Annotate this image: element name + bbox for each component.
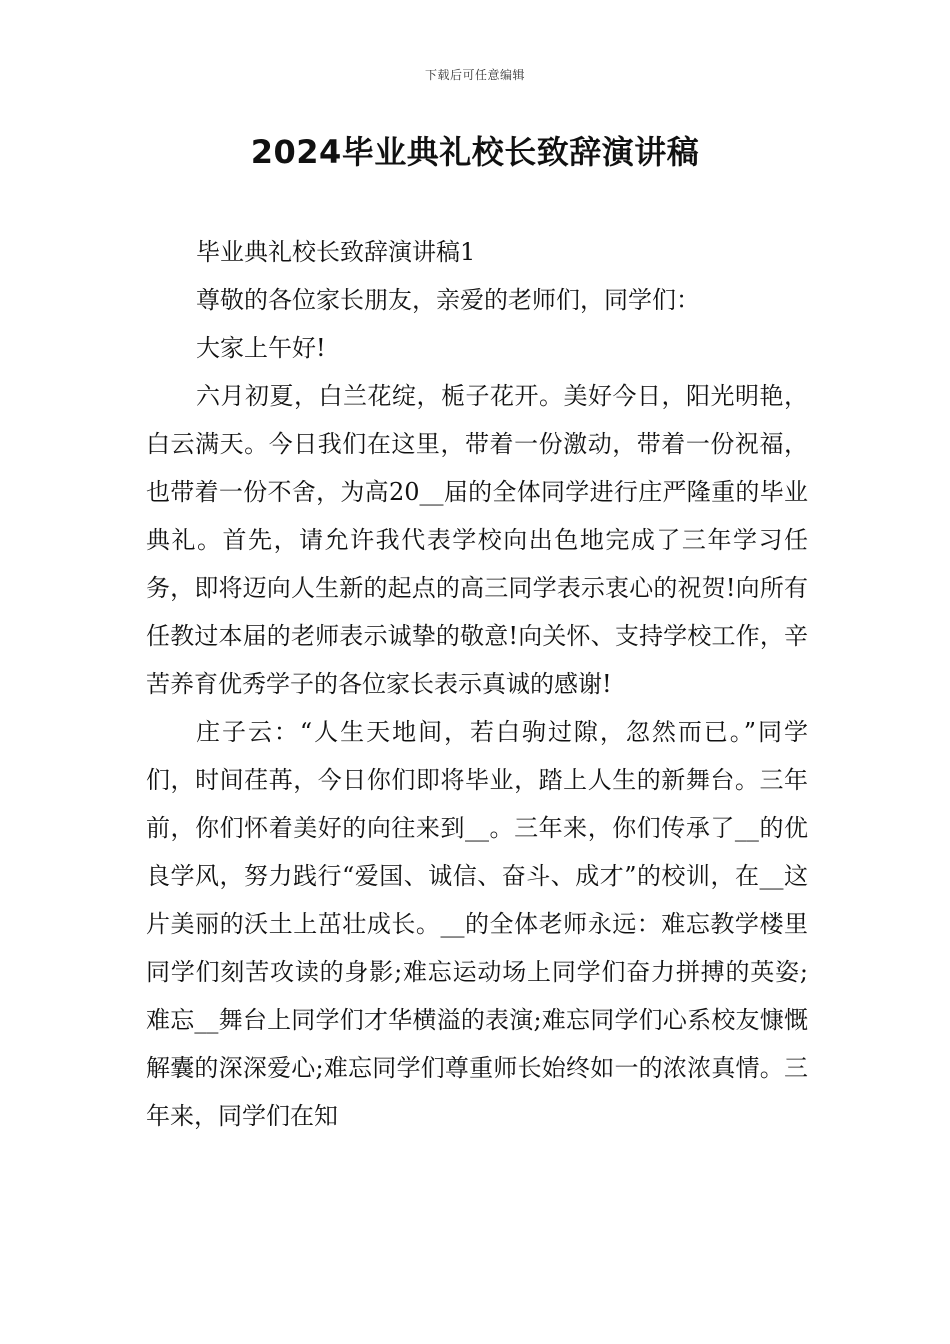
body-paragraph: 庄子云：“人生天地间，若白驹过隙，忽然而已。”同学们，时间荏苒，今日你们即将毕业，踏上人生的新舞台。三年前，你们怀着美好的向往来到__。三年来，你们传承了__的优良学风，努力践行“爱国、诚信、奋斗、成才”的校训，在__这片美丽的沃土上茁壮成长。__的全体老师永远：难忘教学楼里同学们刻苦攻读的身影;难忘运动场上同学们奋力拼搏的英姿;难忘__舞台上同学们才华横溢的表演;难忘同学们心系校友慷慨解囊的深深爱心;难忘同学们尊重师长始终如一的浓浓真情。三年来，同学们在知 <box>146 718 808 1130</box>
document-body <box>146 228 808 1140</box>
section-heading: 毕业典礼校长致辞演讲稿1 <box>196 238 476 266</box>
body-paragraph: 六月初夏，白兰花绽，栀子花开。美好今日，阳光明艳，白云满天。今日我们在这里，带着一份激动，带着一份祝福，也带着一份不舍，为高20__届的全体同学进行庄严隆重的毕业典礼。首先，请允许我代表学校向出色地完成了三年学习任务，即将迈向人生新的起点的高三同学表示衷心的祝贺!向所有任教过本届的老师表示诚挚的敬意!向关怀、支持学校工作，辛苦养育优秀学子的各位家长表示真诚的感谢! <box>146 382 808 698</box>
salutation: 尊敬的各位家长朋友，亲爱的老师们，同学们： <box>196 286 700 314</box>
header-note: 下载后可任意编辑 <box>424 68 525 82</box>
document-title: 2024毕业典礼校长致辞演讲稿 <box>250 133 700 171</box>
greeting: 大家上午好! <box>196 334 326 362</box>
